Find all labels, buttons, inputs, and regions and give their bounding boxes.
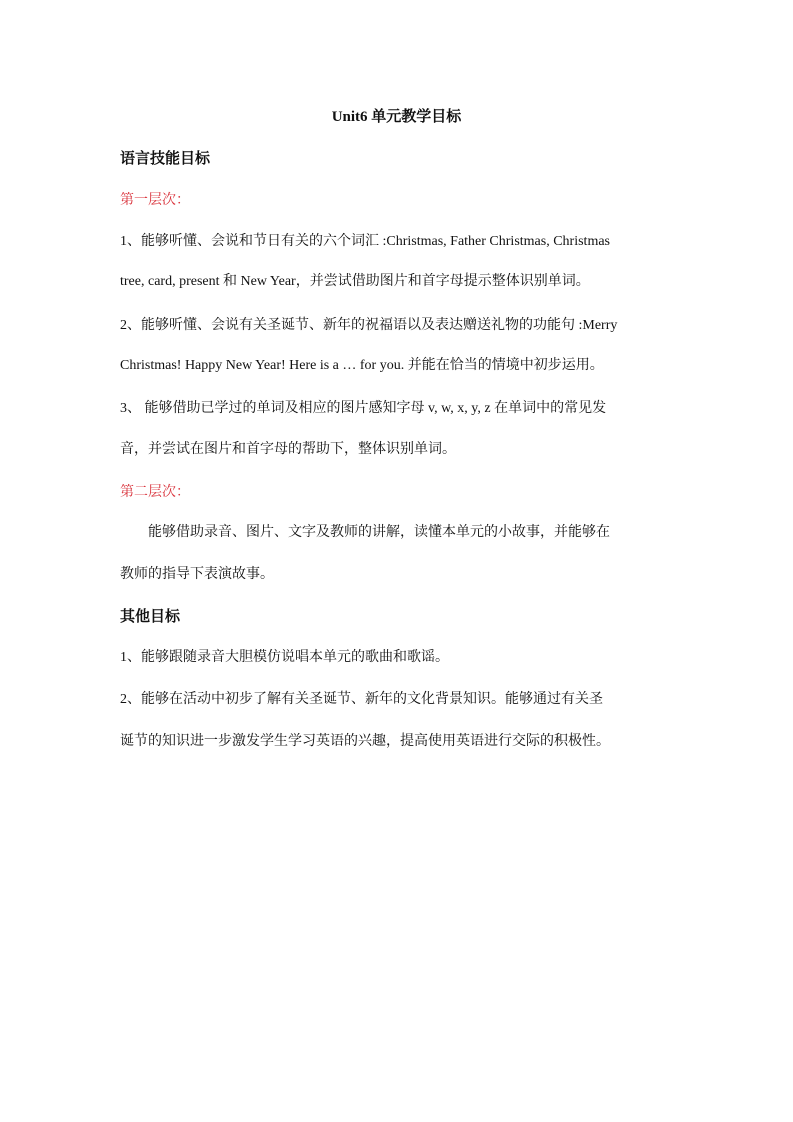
second-level-line-1: 能够借助录音、图片、文字及教师的讲解，读懂本单元的小故事，并能够在 [148,525,610,540]
second-level-line-2: 教师的指导下表演故事。 [120,567,274,582]
other-goal-1: 1、能够跟随录音大胆模仿说唱本单元的歌曲和歌谣。 [120,650,449,665]
other-goal-2-line-2: 诞节的知识进一步激发学生学习英语的兴趣，提高使用英语进行交际的积极性。 [120,734,610,749]
goal-item-2-line-1: 2、能够听懂、会说有关圣诞节、新年的祝福语以及表达赠送礼物的功能句 :Merry [120,318,618,333]
section-heading-language-skills: 语言技能目标 [120,149,211,167]
section-heading-other-goals: 其他目标 [120,607,181,625]
goal-item-3-line-2: 音，并尝试在图片和首字母的帮助下，整体识别单词。 [120,442,456,457]
goal-item-2-line-2: Christmas! Happy New Year! Here is a … for you. 并能在恰当的情境中初步运用。 [120,358,604,373]
document-title: Unit6 单元教学目标 [331,109,462,125]
level-label-second: 第二层次： [120,484,190,500]
goal-item-3-line-1: 3、 能够借助已学过的单词及相应的图片感知字母 v, w, x, y, z 在单词中的常见发 [120,401,607,416]
goal-item-1-line-2: tree, card, present 和 New Year，并尝试借助图片和首字母提示整体识别单词。 [120,274,590,289]
goal-item-1-line-1: 1、能够听懂、会说和节日有关的六个词汇 :Christmas, Father Christmas, Christmas [120,234,610,249]
other-goal-2-line-1: 2、能够在活动中初步了解有关圣诞节、新年的文化背景知识。能够通过有关圣 [120,692,603,707]
level-label-first: 第一层次： [120,192,190,208]
